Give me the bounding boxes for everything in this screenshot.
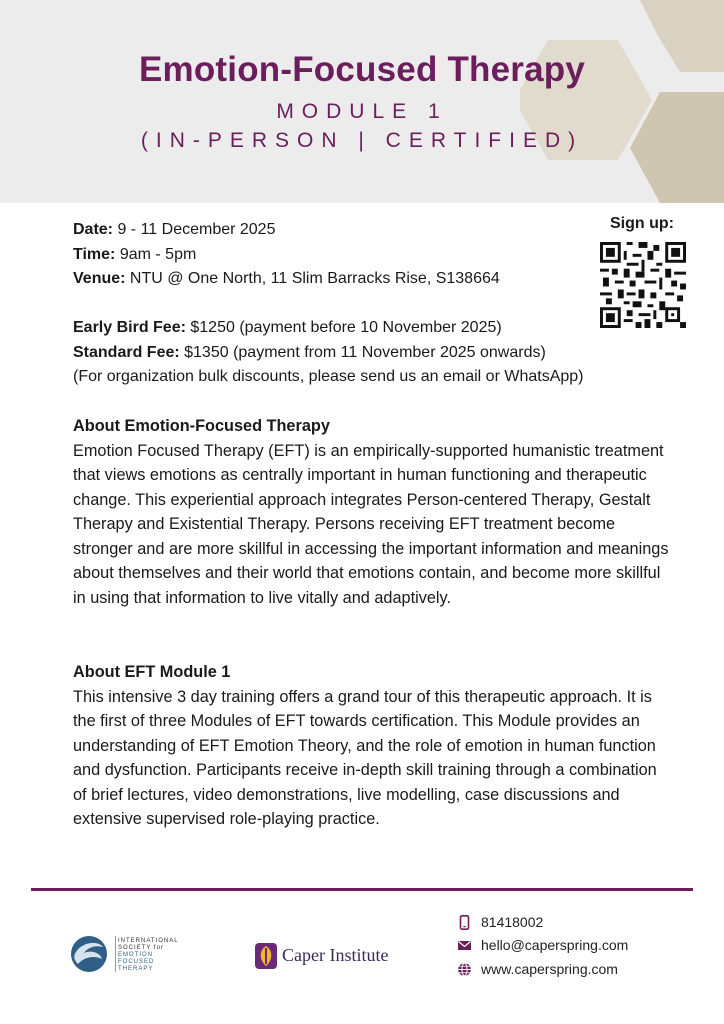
- bulk-discount-note: (For organization bulk discounts, please send us an email or WhatsApp): [73, 368, 584, 385]
- early-fee-label: Early Bird Fee:: [73, 319, 186, 336]
- isef-line: FOCUSED: [118, 959, 155, 965]
- isef-wordmark: [118, 938, 179, 973]
- signup-qr-code[interactable]: [600, 242, 686, 328]
- isef-line: THERAPY: [118, 966, 154, 972]
- page-title: Emotion-Focused Therapy: [138, 50, 586, 89]
- isef-logo: [70, 932, 195, 976]
- early-fee-value: $1250 (payment before 10 November 2025): [185, 319, 502, 336]
- phone-number[interactable]: 81418002: [481, 914, 544, 930]
- format-subtitle: (IN-PERSON | CERTIFIED): [140, 129, 584, 152]
- venue-row: [73, 267, 653, 292]
- standard-fee-label: Standard Fee:: [73, 343, 180, 361]
- date-row: [73, 218, 653, 243]
- about-module-section: [73, 660, 673, 832]
- isef-line: INTERNATIONAL: [118, 938, 179, 944]
- isef-emblem-icon: [70, 934, 110, 974]
- isef-line: SOCIETY for: [118, 945, 164, 951]
- time-row: [73, 243, 653, 268]
- time-label: Time:: [73, 245, 116, 263]
- early-fee-row: [73, 316, 653, 341]
- caper-leaf-icon: [254, 942, 278, 970]
- event-details: [73, 218, 653, 390]
- header-banner: [0, 0, 724, 203]
- time-value: 9am - 5pm: [115, 245, 197, 263]
- about-module-body: This intensive 3 day training offers a grand tour of this therapeutic approach. It is the first of three Modules of EFT towards certification. This Module provides an understanding of EFT Emotion Theory, and the role of emotion in human function and dysfunction. Participants receive in-depth skill training through a combination of brief lectures, video demonstrations, live modelling, case discussions and extensive supervised role-playing practice.: [73, 687, 657, 828]
- isef-line: EMOTION: [118, 952, 153, 958]
- about-eft-section: [73, 414, 673, 610]
- footer-divider: [31, 888, 693, 891]
- about-module-heading: About EFT Module 1: [73, 663, 231, 681]
- standard-fee-value: $1350 (payment from 11 November 2025 onwards): [179, 343, 546, 361]
- caper-institute-logo: [254, 940, 414, 972]
- date-value: 9 - 11 December 2025: [113, 221, 276, 238]
- phone-icon: [457, 915, 472, 930]
- about-eft-heading: About Emotion-Focused Therapy: [73, 417, 330, 435]
- about-eft-body: Emotion Focused Therapy (EFT) is an empirically-supported humanistic treatment that views emotions as centrally important in human functioning and therapeutic change. This experiential approach integrates Person-centered Therapy, Gestalt Therapy and Existential Therapy. Persons receiving EFT treatment become stronger and are more skillful in accessing the important information and meanings about themselves and their world that emotions contain, and become more skillful in using that information to live vitally and adaptively.: [73, 441, 669, 607]
- mail-icon: [457, 938, 472, 953]
- standard-fee-row: [73, 341, 653, 366]
- venue-label: Venue:: [73, 270, 126, 287]
- signup-label: Sign up:: [610, 215, 674, 232]
- module-subtitle: MODULE 1: [276, 100, 448, 123]
- venue-value: NTU @ One North, 11 Slim Barracks Rise, S138664: [125, 270, 500, 287]
- globe-icon: [457, 962, 472, 977]
- caper-name: Caper Institute: [282, 945, 389, 965]
- email-address[interactable]: hello@caperspring.com: [481, 937, 629, 953]
- website-url[interactable]: www.caperspring.com: [481, 961, 618, 977]
- date-label: Date:: [73, 221, 114, 238]
